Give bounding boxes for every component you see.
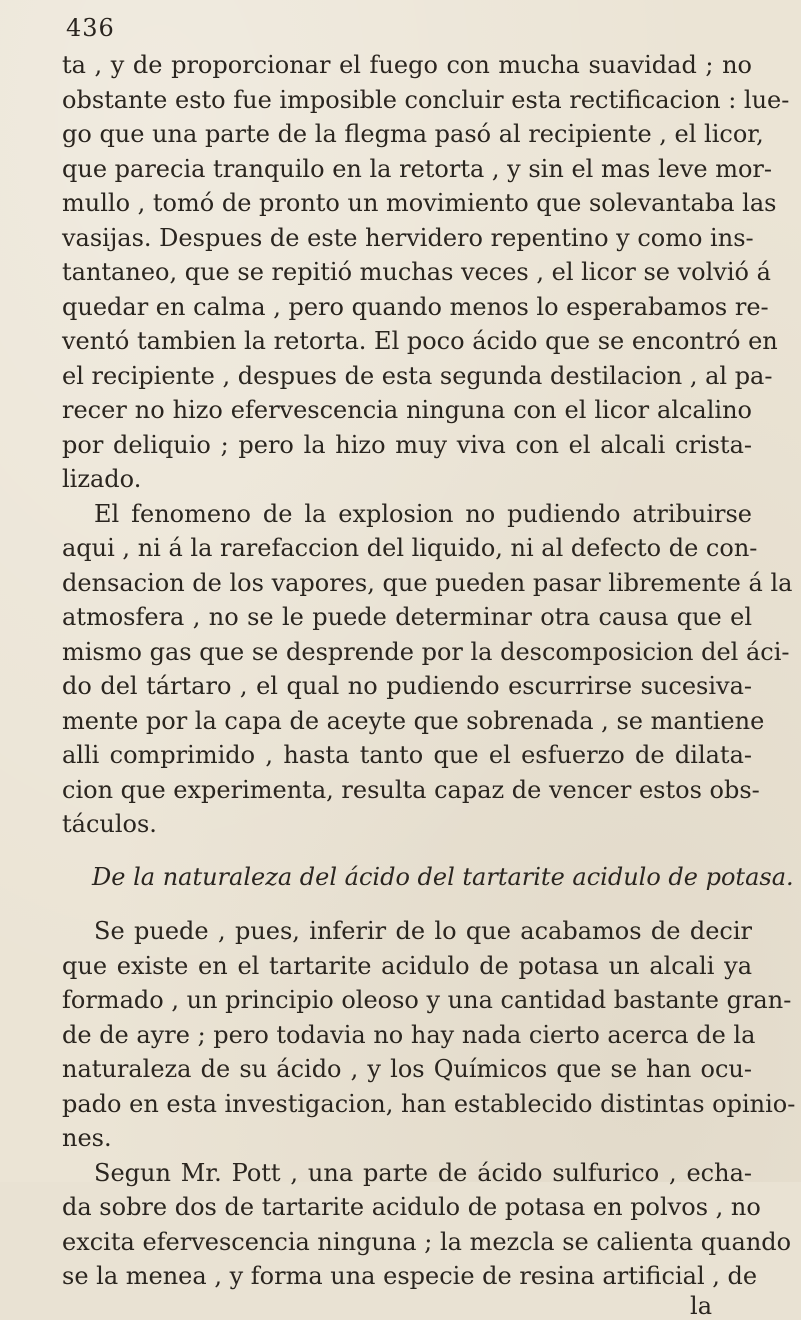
- text-line: recer no hizo efervescencia ninguna con el licor alcalino: [62, 396, 752, 424]
- text-line: que parecia tranquilo en la retorta , y sin el mas leve mor-: [62, 154, 773, 183]
- text-line: de de ayre ; pero todavia no hay nada cierto acerca de la: [62, 1020, 756, 1049]
- text-line: quedar en calma , pero quando menos lo esperabamos re-: [62, 292, 769, 321]
- paragraph-3: [62, 914, 796, 1156]
- text-line: obstante esto fue imposible concluir esta rectificacion : lue-: [62, 85, 790, 114]
- text-line: lizado.: [62, 465, 142, 493]
- text-line: tantaneo, que se repitió muchas veces , el licor se volvió á: [62, 258, 771, 286]
- text-line: atmosfera , no se le puede determinar otra causa que el: [62, 603, 752, 631]
- text-line: excita efervescencia ninguna ; la mezcla se calienta quando: [62, 1227, 792, 1256]
- text-line: vasijas. Despues de este hervidero repentino y como ins-: [62, 223, 754, 252]
- text-line: Se puede , pues, inferir de lo que acabamos de decir: [94, 917, 752, 945]
- text-line: que existe en el tartarite acidulo de potasa un alcali ya: [62, 951, 752, 980]
- text-line: cion que experimenta, resulta capaz de vencer estos obs-: [62, 775, 760, 804]
- page-number: 436: [66, 14, 115, 42]
- page-body: [62, 48, 796, 1320]
- text-line: ta , y de proporcionar el fuego con mucha suavidad ; no: [62, 51, 752, 79]
- catchword: la: [690, 1291, 712, 1320]
- text-line: go que una parte de la flegma pasó al recipiente , el licor,: [62, 120, 764, 148]
- text-line: nes.: [62, 1124, 112, 1152]
- text-line: por deliquio ; pero la hizo muy viva con el alcali crista-: [62, 430, 752, 459]
- text-line: densacion de los vapores, que pueden pasar libremente á la: [62, 568, 793, 597]
- text-line: naturaleza de su ácido , y los Químicos que se han ocu-: [62, 1055, 752, 1083]
- text-line: pado en esta investigacion, han establecido distintas opinio-: [62, 1089, 796, 1118]
- text-line: mullo , tomó de pronto un movimiento que solevantaba las: [62, 189, 777, 217]
- text-line: mente por la capa de aceyte que sobrenada , se mantiene: [62, 706, 765, 735]
- text-line: el recipiente , despues de esta segunda destilacion , al pa-: [62, 361, 773, 390]
- paragraph-1: [62, 48, 790, 497]
- text-line: alli comprimido , hasta tanto que el esfuerzo de dilata-: [62, 741, 752, 769]
- text-line: aqui , ni á la rarefaccion del liquido, ni al defecto de con-: [62, 534, 758, 562]
- text-line: El fenomeno de la explosion no pudiendo atribuirse: [94, 499, 752, 528]
- text-line: formado , un principio oleoso y una cantidad bastante gran-: [62, 986, 792, 1014]
- text-line: Segun Mr. Pott , una parte de ácido sulfurico , echa-: [94, 1158, 752, 1187]
- text-line: mismo gas que se desprende por la descomposicion del áci-: [62, 637, 790, 666]
- paragraph-4: [62, 1156, 792, 1294]
- text-line: ventó tambien la retorta. El poco ácido que se encontró en: [62, 327, 778, 355]
- paragraph-2: [62, 497, 793, 842]
- text-line: do del tártaro , el qual no pudiendo escurrirse sucesiva-: [62, 672, 752, 700]
- section-heading: De la naturaleza del ácido del tartarite acidulo de potasa.: [92, 862, 794, 891]
- text-line: da sobre dos de tartarite acidulo de potasa en polvos , no: [62, 1193, 761, 1221]
- text-line: táculos.: [62, 810, 157, 838]
- text-line: se la menea , y forma una especie de resina artificial , de: [62, 1262, 758, 1290]
